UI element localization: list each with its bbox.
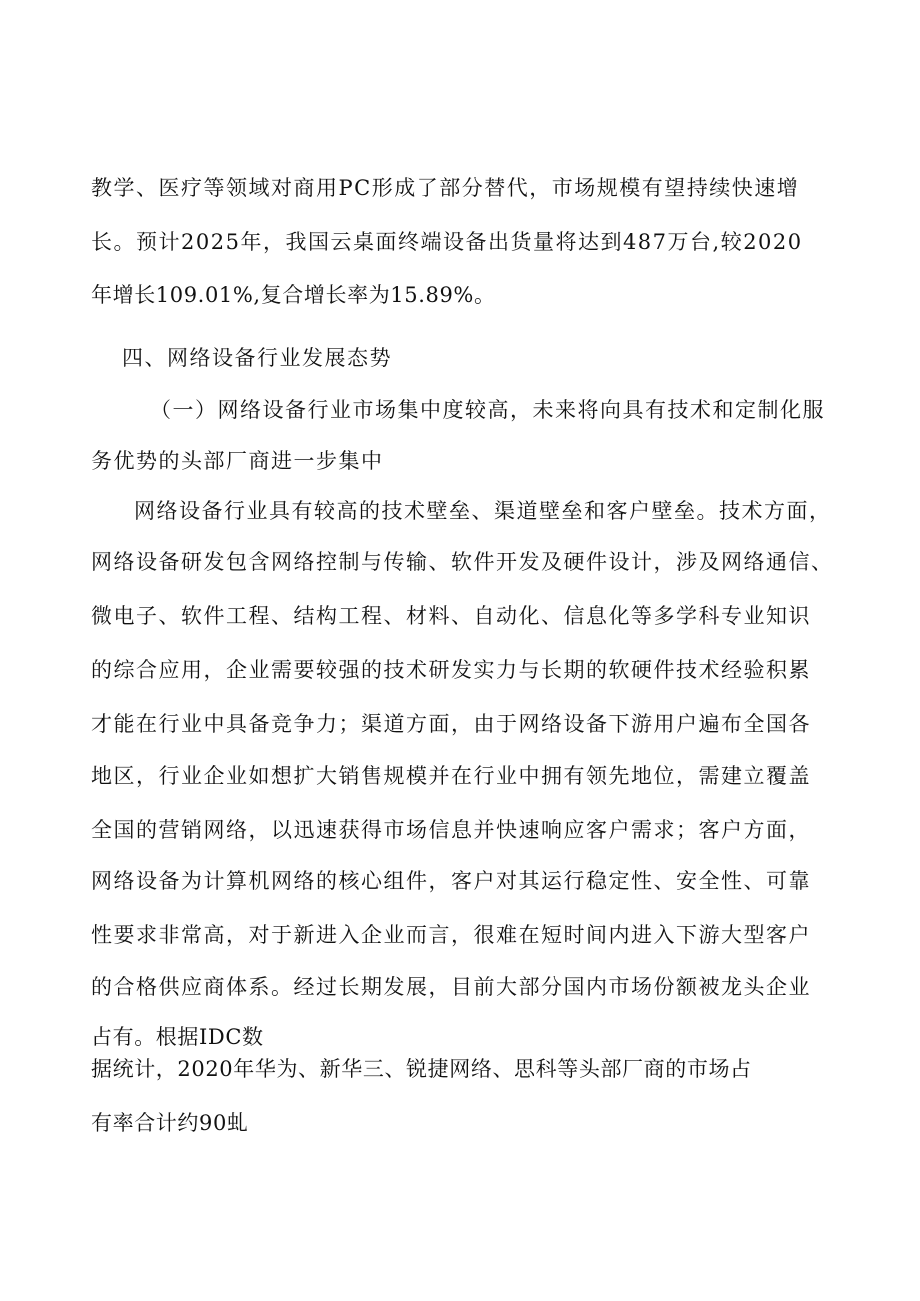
body-line-13: 有率合计约90虬 <box>91 1111 249 1135</box>
intro-line-3: 年增长109.01%,复合增长率为15.89%。 <box>91 283 496 307</box>
body-line-10: 的合格供应商体系。经过长期发展，目前大部分国内市场份额被龙头企业 <box>91 975 811 999</box>
body-line-7: 全国的营销网络，以迅速获得市场信息并快速响应客户需求；客户方面， <box>91 818 811 842</box>
body-line-11: 占有。根据IDC数 <box>91 1025 264 1049</box>
subsection-heading-line-1: （一）网络设备行业市场集中度较高，未来将向具有技术和定制化服 <box>150 398 825 422</box>
subsection-heading-line-2: 务优势的头部厂商进一步集中 <box>91 449 384 473</box>
intro-line-2: 长。预计2025年，我国云桌面终端设备出货量将达到487万台,较2020 <box>91 230 803 254</box>
body-line-9: 性要求非常高，对于新进入企业而言，很难在短时间内进入下游大型客户 <box>91 923 811 947</box>
body-line-3: 微电子、软件工程、结构工程、材料、自动化、信息化等多学科专业知识 <box>91 604 811 628</box>
body-line-4: 的综合应用，企业需要较强的技术研发实力与长期的软硬件技术经验积累 <box>91 658 811 682</box>
body-line-6: 地区，行业企业如想扩大销售规模并在行业中拥有领先地位，需建立覆盖 <box>91 764 811 788</box>
body-line-12: 据统计，2020年华为、新华三、锐捷网络、思科等头部厂商的市场占 <box>91 1057 752 1081</box>
body-line-1: 网络设备行业具有较高的技术壁垒、渠道壁垒和客户壁垒。技术方面， <box>134 499 832 523</box>
intro-line-1: 教学、医疗等领域对商用PC形成了部分替代，市场规模有望持续快速增 <box>91 176 800 200</box>
body-line-5: 才能在行业中具备竞争力；渠道方面，由于网络设备下游用户遍布全国各 <box>91 712 811 736</box>
body-line-8: 网络设备为计算机网络的核心组件，客户对其运行稳定性、安全性、可靠 <box>91 869 811 893</box>
section-heading: 四、网络设备行业发展态势 <box>122 346 392 370</box>
body-line-2: 网络设备研发包含网络控制与传输、软件开发及硬件设计，涉及网络通信、 <box>91 550 834 574</box>
